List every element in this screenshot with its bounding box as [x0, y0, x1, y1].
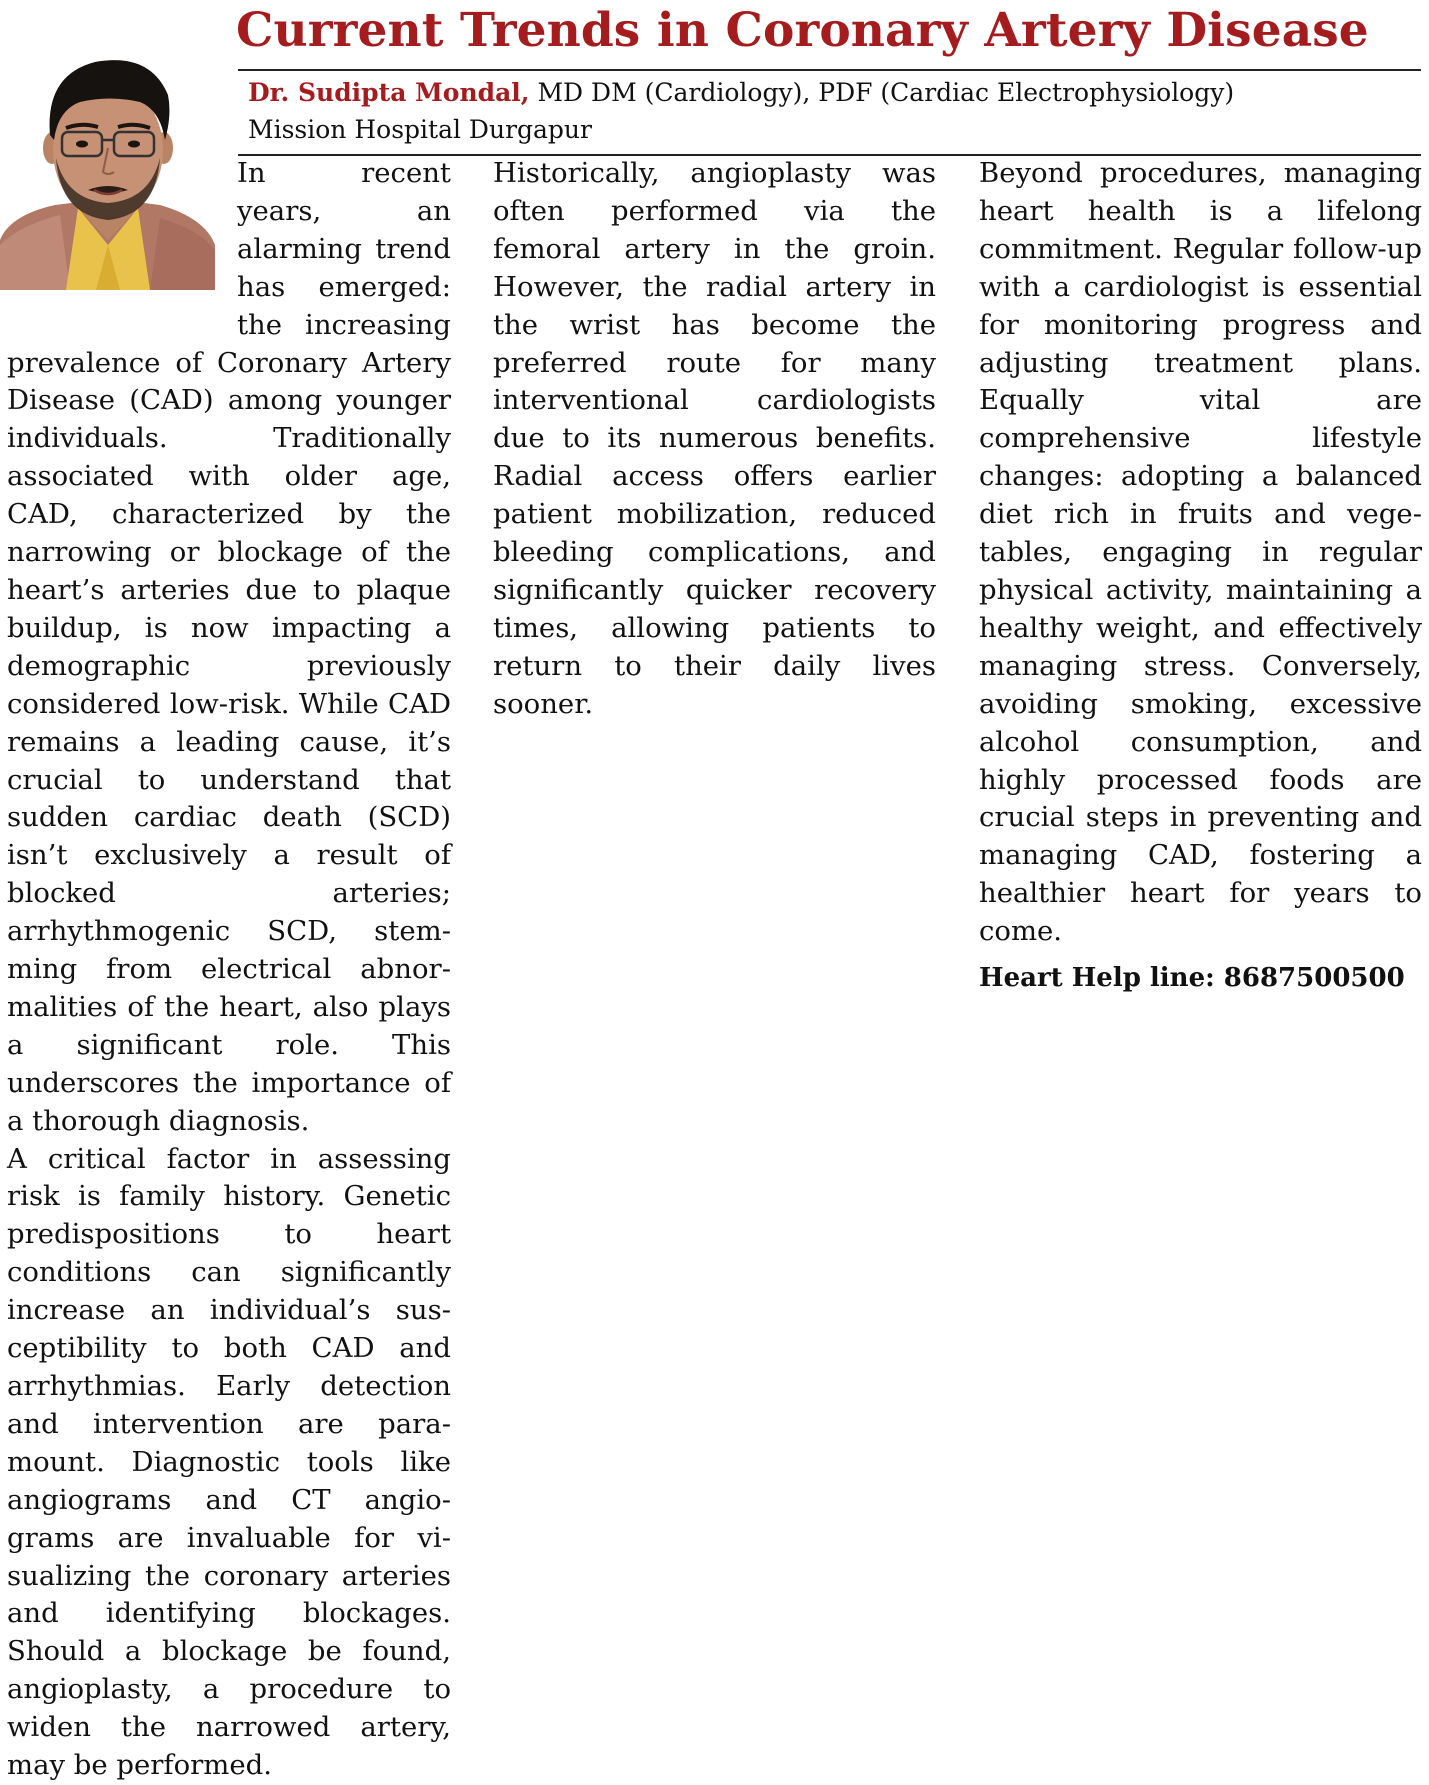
article-paragraph: Beyond procedures, managing heart health is a lifelong commitment. Regular follow-up with a cardiologist is essential for monitoring progress and adjusting treatment plans. Equally vital are comprehensive lifestyle changes: adopting a balanced diet rich in fruits and vegetables, engaging in regular physical activity, maintaining a healthy weight, and effectively managing stress. Conversely, avoiding smoking, excessive alcohol consumption, and highly processed foods are crucial steps in preventing and managing CAD, fostering a healthier heart for years to come.: [979, 157, 1422, 948]
heart-helpline: Heart Help line: 8687500500: [979, 963, 1405, 994]
author-line: [248, 76, 1420, 110]
author-hospital: Mission Hospital Durgapur: [248, 115, 592, 144]
article-paragraph: Historically, angioplasty was often performed via the femoral artery in the groin. However, the radial artery in the wrist has become the preferred route for many interventional cardiologists due to its numerous benefits. Radial access offers earlier patient mobilization, reduced bleeding complications, and significantly quicker recovery times, allowing patients to return to their daily lives sooner.: [493, 157, 936, 720]
author-credentials: MD DM (Cardiology), PDF (Cardiac Electrophysiology): [529, 78, 1235, 107]
photo-wrap-space: [7, 155, 237, 343]
article-column-3: [979, 155, 1422, 997]
article-title: Current Trends in Coronary Artery Disease: [236, 3, 1369, 58]
article-paragraph: In recent years, an alarming trend has emerged: the increasing prevalence of Coronary Artery Disease (CAD) among younger individuals. Traditionally associated with older age, CAD, characterized by the narrowing or blockage of the heart’s arteries due to plaque buildup, is now impacting a demographic previously considered low-risk. While CAD remains a leading cause, it’s crucial to understand that sudden cardiac death (SCD) isn’t exclusively a result of blocked arteries; arrhythmogenic SCD, stemming from electrical abnormalities of the heart, also plays a significant role. This underscores the importance of a thorough diagnosis.: [7, 157, 451, 1137]
author-name: Dr. Sudipta Mondal,: [248, 78, 530, 107]
article-column-1: [7, 155, 451, 1785]
title-divider: [238, 69, 1421, 71]
article-column-2: [493, 155, 936, 724]
article-paragraph: A critical factor in assessing risk is family history. Genetic predispositions to heart conditions can significantly increase an individual’s susceptibility to both CAD and arrhythmias. Early detection and intervention are paramount. Diagnostic tools like angiograms and CT angiograms are invaluable for visualizing the coronary arteries and identifying blockages. Should a blockage be found, angioplasty, a procedure to widen the narrowed artery, may be performed.: [7, 1142, 451, 1782]
